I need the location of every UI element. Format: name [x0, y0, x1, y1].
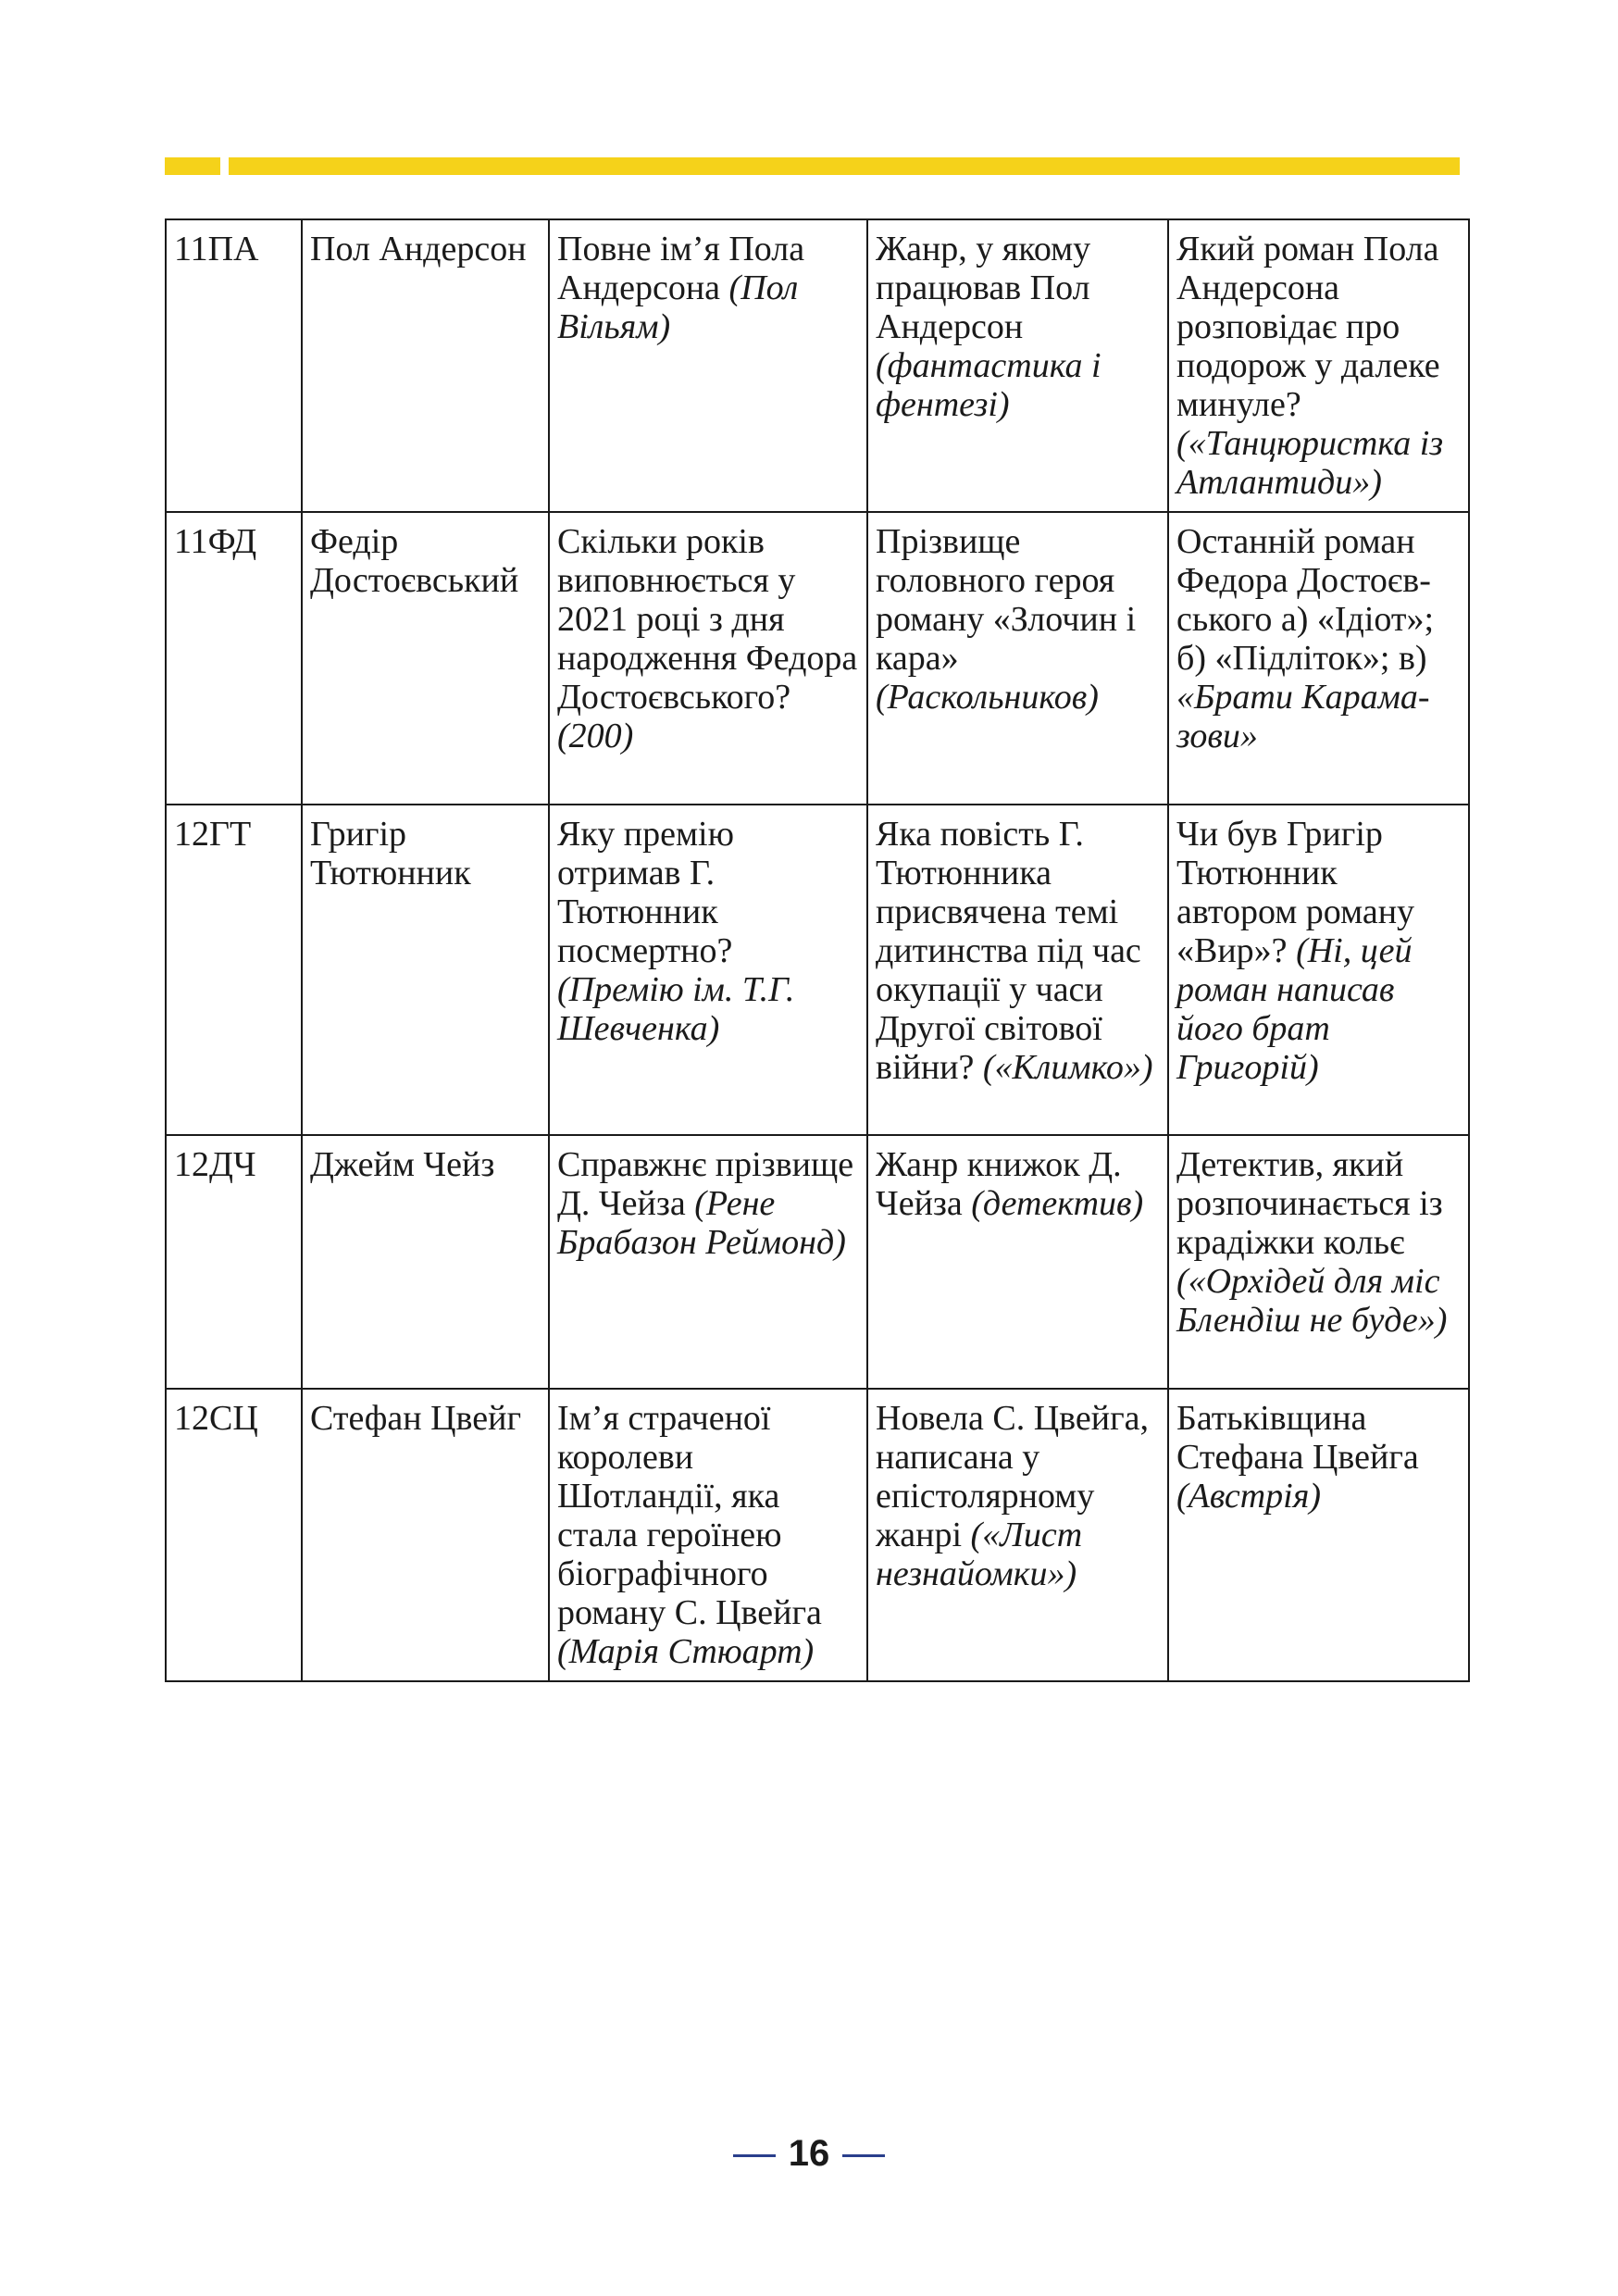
- table-row: [166, 1389, 1469, 1681]
- answer-text: (фантастика і фентезі): [876, 346, 1101, 424]
- question-text: Яку премію отримав Г. Тютюнник посмертно?: [557, 815, 734, 970]
- author-name: Федір Достоєвський: [302, 512, 549, 805]
- row-code: 12ДЧ: [166, 1135, 302, 1389]
- table-row: [166, 219, 1469, 512]
- question-cell: [1168, 1389, 1469, 1681]
- quiz-table: [165, 218, 1470, 1682]
- question-text: Скільки років виповнюється у 2021 році з дня народження Федора Достоєвського?: [557, 522, 858, 717]
- answer-text: (детектив): [971, 1184, 1144, 1223]
- row-code: 12ГТ: [166, 805, 302, 1135]
- answer-text: (Австрія): [1176, 1477, 1322, 1516]
- row-code: 11ФД: [166, 512, 302, 805]
- author-name: Джейм Чейз: [302, 1135, 549, 1389]
- row-code: 12СЦ: [166, 1389, 302, 1681]
- question-text: Жанр, у якому працював Пол Андерсон: [876, 230, 1091, 346]
- question-cell: [549, 1389, 867, 1681]
- author-name: Григір Тютюнник: [302, 805, 549, 1135]
- footer-dash-left: [733, 2154, 776, 2157]
- question-text: Батьківщина Стефана Цвейга: [1176, 1399, 1419, 1477]
- answer-text: (Раскольников): [876, 678, 1099, 717]
- question-text: Жанр книжок Д. Чейза: [876, 1145, 1122, 1223]
- question-text: Яка повість Г. Тютюнника присвячена темі дитинства під час окупації у часи Другої світової війни?: [876, 815, 1141, 1087]
- answer-text: (Пол Вільям): [557, 268, 799, 346]
- answer-text: (200): [557, 717, 634, 755]
- question-text: Детектив, який розпочинається із крадіжки кольє: [1176, 1145, 1443, 1262]
- answer-text: (Рене Брабазон Реймонд): [557, 1184, 846, 1262]
- question-text: Чи був Григір Тютюнник автором роману «Вир»?: [1176, 815, 1415, 970]
- question-text: Прізвище головного героя роману «Злочин і кара»: [876, 522, 1137, 678]
- answer-text: (Ні, цей роман написав його брат Григорій): [1176, 931, 1413, 1087]
- question-text: Справжнє прізвище Д. Чейза: [557, 1145, 854, 1223]
- question-text: Новела С. Цвейга, написана у епістолярному жанрі: [876, 1399, 1150, 1554]
- footer-dash-right: [842, 2154, 885, 2157]
- question-cell: [549, 512, 867, 805]
- table-row: [166, 805, 1469, 1135]
- author-name: Пол Андерсон: [302, 219, 549, 512]
- question-text: Повне ім’я Пола Андерсона: [557, 230, 805, 307]
- answer-text: («Лист незнайомки»): [876, 1516, 1083, 1593]
- answer-text: (Марія Стюарт): [557, 1632, 815, 1671]
- answer-text: (Премію ім. Т.Г. Шевченка): [557, 970, 795, 1048]
- question-text: Останній роман Федора Достоєвського а) «Ідіот»; б) «Підліток»; в): [1176, 522, 1435, 678]
- question-text: Ім’я страченої королеви Шотландії, яка стала героїнею біографічного роману С. Цвейга: [557, 1399, 822, 1632]
- question-cell: [549, 805, 867, 1135]
- question-cell: [867, 805, 1168, 1135]
- question-cell: [549, 1135, 867, 1389]
- page-number: 16: [788, 2133, 830, 2174]
- page-footer: [0, 2132, 1618, 2175]
- question-cell: [1168, 512, 1469, 805]
- row-code: 11ПА: [166, 219, 302, 512]
- question-cell: [1168, 1135, 1469, 1389]
- answer-text: («Климко»): [982, 1048, 1153, 1087]
- table-row: [166, 1135, 1469, 1389]
- author-name: Стефан Цвейг: [302, 1389, 549, 1681]
- question-cell: [867, 1135, 1168, 1389]
- question-cell: [867, 219, 1168, 512]
- question-cell: [1168, 805, 1469, 1135]
- header-accent-bar-short: [165, 157, 220, 175]
- question-cell: [549, 219, 867, 512]
- question-cell: [867, 512, 1168, 805]
- question-text: Який роман Пола Андерсона розповідає про подорож у далеке минуле?: [1176, 230, 1440, 424]
- answer-text: («Танцюристка із Атлантиди»): [1176, 424, 1444, 502]
- question-cell: [1168, 219, 1469, 512]
- answer-text: («Орхідей для міс Блендіш не буде»): [1176, 1262, 1448, 1340]
- table-row: [166, 512, 1469, 805]
- answer-text: «Брати Карамазови»: [1176, 678, 1430, 755]
- question-cell: [867, 1389, 1168, 1681]
- header-accent-bar-long: [229, 157, 1460, 175]
